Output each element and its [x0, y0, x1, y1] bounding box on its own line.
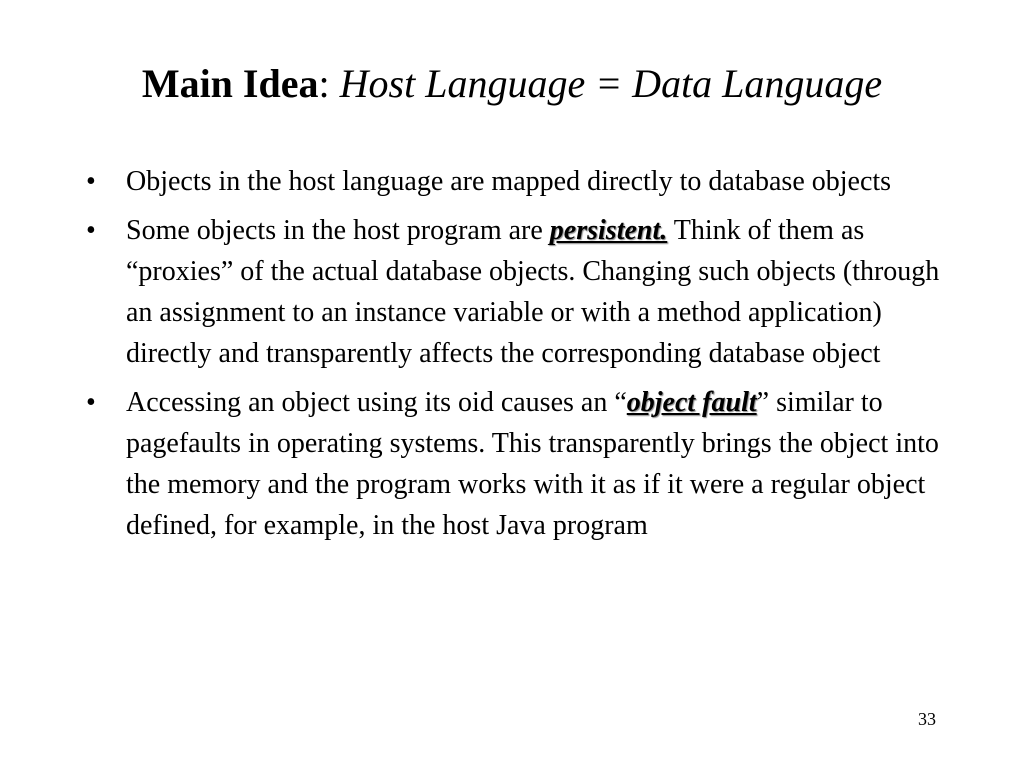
bullet-text-before: Some objects in the host program are: [126, 215, 550, 246]
term-persistent: persistent.: [549, 215, 668, 246]
bullet-text-after: ” similar to pagefaults in operating systems. This transparently brings the object into the memory and the program works with it as if it were a regular object defined, for example, in the host Java program: [126, 387, 939, 541]
term-object-fault: object fault: [626, 387, 757, 418]
bullet-item-object-fault: [86, 382, 946, 546]
bullet-icon: •: [86, 215, 96, 246]
title-main: Main Idea: [141, 61, 319, 106]
bullet-icon: •: [86, 166, 96, 197]
title-subtitle: Host Language = Data Language: [339, 61, 883, 106]
page-number: 33: [918, 709, 936, 729]
bullet-icon: •: [86, 387, 96, 418]
bullet-text-after: Think of them as “proxies” of the actual database objects. Changing such objects (through an assignment to an instance variable or with a method application) directly and transparently affects the corresponding database object: [126, 215, 940, 369]
bullet-text-before: Accessing an object using its oid causes an “: [126, 387, 627, 418]
bullet-item-persistent: [86, 210, 946, 374]
slide-title: [0, 58, 1024, 110]
bullet-list: [86, 161, 946, 554]
title-separator: :: [318, 61, 340, 106]
bullet-text: Objects in the host language are mapped directly to database objects: [126, 166, 892, 197]
bullet-item-objects-mapped: [86, 161, 946, 202]
